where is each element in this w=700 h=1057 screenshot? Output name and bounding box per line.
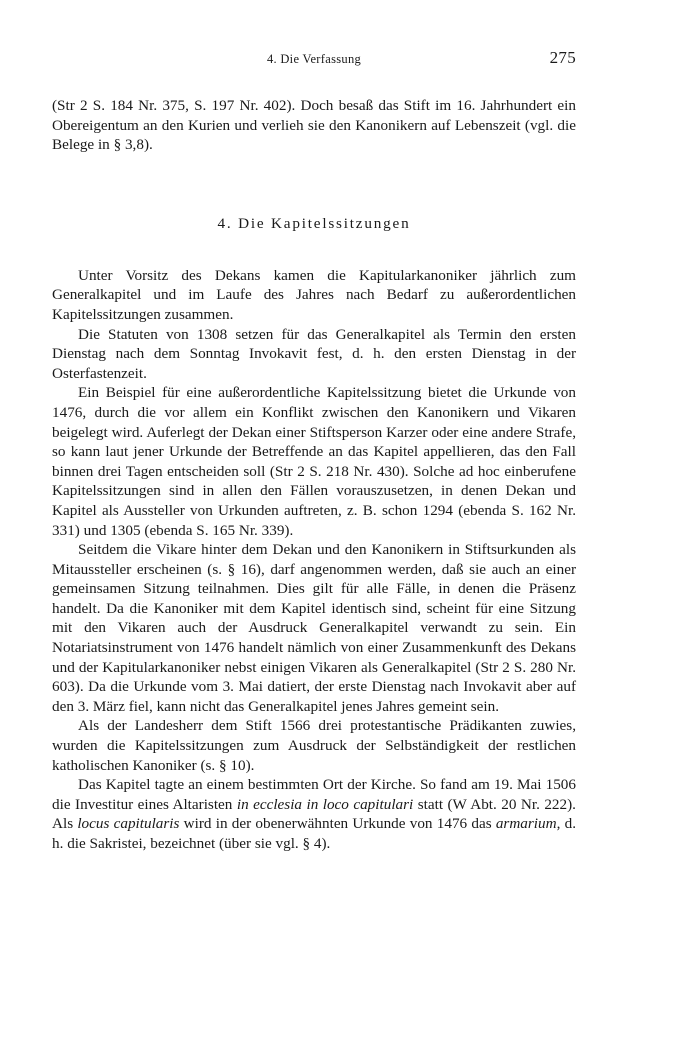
paragraph-6 (52, 775, 576, 853)
section-heading: 4. Die Kapitelssitzungen (217, 214, 411, 232)
paragraph-6-text-3: wird in der obenerwähnten Urkunde von 1476 das (179, 815, 496, 833)
section-spacer (52, 234, 576, 266)
running-header (52, 48, 576, 72)
page-number: 275 (549, 48, 576, 67)
book-page (52, 48, 576, 854)
latin-phrase-locus-capitularis: locus capitularis (77, 815, 180, 833)
paragraph-5: Als der Landesherr dem Stift 1566 drei protestantische Prädikanten zuwies, wurden die Kapitelssitzungen zum Ausdruck der Selbständigkeit der restlichen katholischen Kanoniker (s. § 10). (52, 717, 576, 774)
latin-phrase-loco-capitulari: in ecclesia in loco capitulari (236, 795, 414, 813)
paragraph-6-text-2: statt (W Abt. 20 Nr. 222). Als (52, 795, 576, 833)
paragraph-2: Die Statuten von 1308 setzen für das Generalkapitel als Termin den ersten Dienstag nach dem Sonntag Invokavit fest, d. h. den ersten Dienstag in der Osterfastenzeit. (52, 325, 576, 382)
running-title: 4. Die Verfassung (266, 52, 362, 66)
paragraph-1: Unter Vorsitz des Dekans kamen die Kapitularkanoniker jährlich zum Generalkapitel und im Laufe des Jahres nach Bedarf zu außerordentlichen Kapitelssitzungen zusammen. (52, 266, 576, 323)
latin-word-armarium: armarium (495, 815, 557, 833)
paragraph-3: Ein Beispiel für eine außerordentliche Kapitelssitzung bietet die Urkunde von 1476, durch die vor allem ein Konflikt zwischen den Kanonikern und Vikaren beigelegt wird. Auferlegt der Dekan einer Stiftsperson Karzer oder eine andere Strafe, so kann laut jener Urkunde der Betreffende an das Kapitel appellieren, das den Fall binnen drei Tagen entscheiden soll (Str 2 S. 218 Nr. 430). Solche ad hoc einberufene Kapitelssitzungen sind in allen den Fällen vorauszusetzen, in denen Dekan und Kapitel als Aussteller von Urkunden auftreten, z. B. schon 1294 (ebenda S. 162 Nr. 331) und 1305 (ebenda S. 165 Nr. 339). (52, 384, 576, 539)
intro-paragraph: (Str 2 S. 184 Nr. 375, S. 197 Nr. 402). Doch besaß das Stift im 16. Jahrhundert ein Obereigentum an den Kurien und verlieh sie den Kanonikern auf Lebenszeit (vgl. die Belege in § 3,8). (52, 97, 576, 154)
paragraph-6-text-4: , d. h. die Sakristei, bezeichnet (über sie vgl. § 4). (52, 815, 577, 852)
body-text (52, 96, 576, 854)
paragraph-6-text-1: Das Kapitel tagte an einem bestimmten Ort der Kirche. So fand am 19. Mai 1506 die Investitur eines Altaristen (52, 776, 576, 813)
paragraph-4: Seitdem die Vikare hinter dem Dekan und den Kanonikern in Stiftsurkunden als Mitaussteller erscheinen (s. § 16), darf angenommen werden, daß sie auch an einer gemeinsamen Sitzung teilnahmen. Dies gilt für alle Fälle, in denen die Präsenz handelt. Da die Kanoniker mit dem Kapitel identisch sind, scheint für eine Sitzung mit den Vikaren auch der Ausdruck Generalkapitel verwandt zu sein. Ein Notariatsinstrument von 1476 handelt nämlich von einer Zusammenkunft des Dekans und der Kapitularkanoniker nebst einigen Vikaren als Generalkapitel (Str 2 S. 280 Nr. 603). Da die Urkunde vom 3. Mai datiert, der erste Dienstag nach Invokavit aber auf den 3. März fiel, kann nicht das Generalkapitel jenes Jahres gemeint sein. (52, 541, 576, 715)
